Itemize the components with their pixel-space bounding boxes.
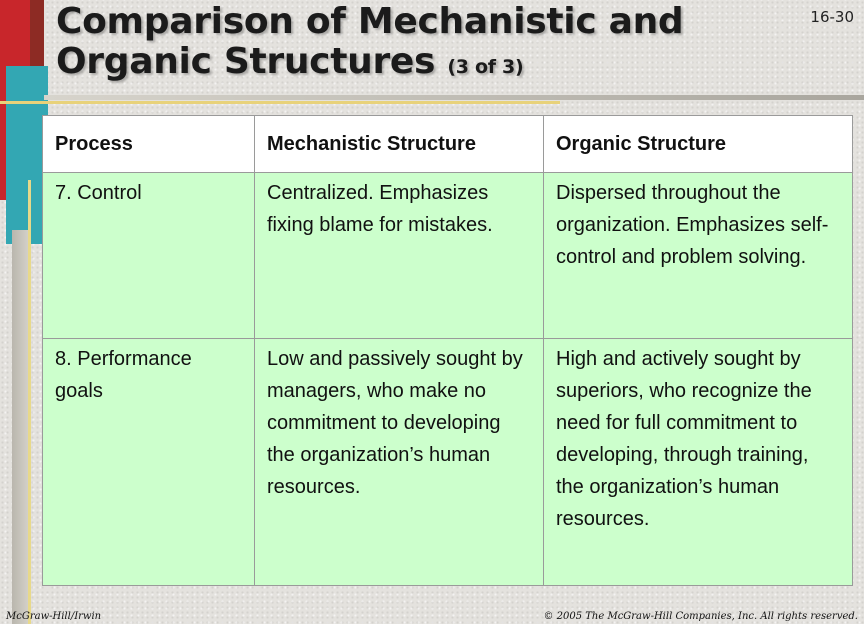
cell-mechanistic: Low and passively sought by managers, who make no commitment to developing the organization’s human resources. [255, 339, 544, 586]
decorative-yellow-line-horizontal [0, 101, 560, 104]
slide-title-note: (3 of 3) [447, 56, 524, 78]
table-header-row [43, 116, 853, 173]
comparison-table [42, 115, 853, 586]
slide-title-text: Comparison of Mechanistic and Organic Structures [56, 1, 684, 82]
footer-copyright: © 2005 The McGraw-Hill Companies, Inc. All rights reserved. [543, 611, 858, 622]
header-mechanistic: Mechanistic Structure [255, 116, 544, 173]
cell-process: 8. Performance goals [43, 339, 255, 586]
cell-process: 7. Control [43, 173, 255, 339]
cell-organic: High and actively sought by superiors, who recognize the need for full commitment to developing, through training, the organization’s human resources. [544, 339, 853, 586]
slide-number: 16-30 [810, 8, 854, 26]
table-row [43, 339, 853, 586]
slide-title [56, 2, 816, 87]
decorative-grey-rule [44, 95, 864, 100]
header-process: Process [43, 116, 255, 173]
decorative-yellow-line-vertical [28, 180, 31, 624]
cell-mechanistic: Centralized. Emphasizes fixing blame for mistakes. [255, 173, 544, 339]
table-row [43, 173, 853, 339]
cell-organic: Dispersed throughout the organization. Emphasizes self-control and problem solving. [544, 173, 853, 339]
header-organic: Organic Structure [544, 116, 853, 173]
footer-publisher: McGraw-Hill/Irwin [6, 611, 102, 622]
